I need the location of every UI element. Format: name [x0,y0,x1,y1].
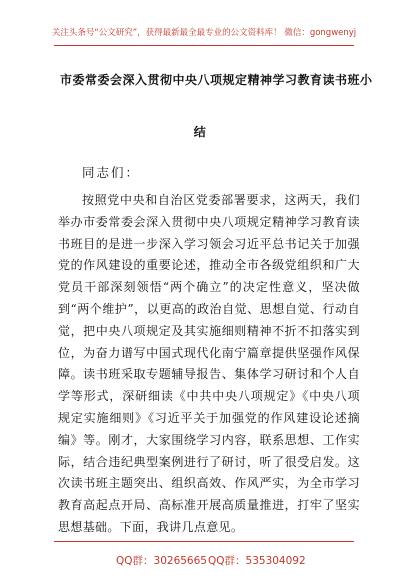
header-divider [54,45,354,46]
footer-divider [54,541,354,542]
salutation: 同志们： [82,165,141,180]
footer-qq-group-2: QQ群：535304092 [208,555,306,567]
body-paragraph: 按照党中央和自治区党委部署要求，这两天，我们举办市委常委会深入贯彻中央八项规定精神学习教育读书班目的是进一步深入学习领会习近平总书记关于加强党的作风建设的重要论述，推动全市各级党组织和广大党员干部深刻领悟“两个确立”的决定性意义，坚决做到“两个维护”，以更高的政治自觉、思想自觉、行动自觉，把中央八项规定及其实施细则精神不折不扣落实到位，为奋力谱写中国式现代化南宁篇章提供坚强作风保障。读书班采取专题辅导报告、集体学习研讨和个人自学等形式，深研细读《中共中央八项规定》《中央八项规定实施细则》《习近平关于加强党的作风建设论述摘编》等。刚才，大家围绕学习内容，联系思想、工作实际，结合违纪典型案例进行了研讨，听了很受启发。这次读书班主题突出、组织高效、作风严实，为全市学习教育高起点开局、高标准开展高质量推进，打牢了坚实思想基础。下面，我讲几点意见。 [58,193,360,534]
header-banner: 关注头条号“公文研究”，获得最新最全最专业的公文资料库！ 微信：gongwenyj [51,28,357,38]
document-title-line-2: 结 [193,125,207,139]
document-title-line-1: 市委常委会深入贯彻中央八项规定精神学习教育读书班小 [60,73,373,87]
footer-qq-group-1: QQ群：30265665 [116,555,207,567]
